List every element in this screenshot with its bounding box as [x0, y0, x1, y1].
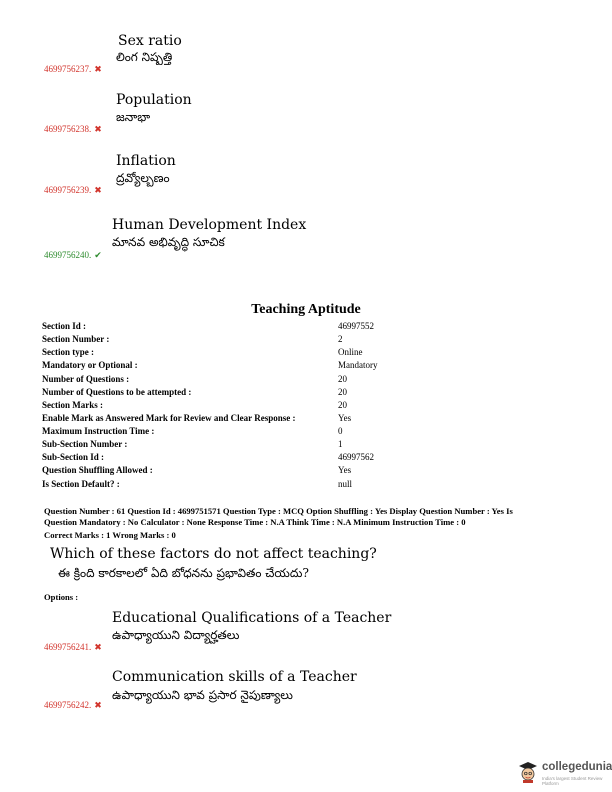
wrong-mark-icon: ✖ [94, 700, 102, 710]
info-label: Number of Questions to be attempted : [42, 387, 192, 397]
option-text-en: Sex ratio [118, 33, 182, 49]
info-label: Sub-Section Id : [42, 452, 105, 462]
info-value: 46997552 [338, 321, 374, 331]
option-text-te: జనాభా [116, 110, 151, 124]
option-text-te: లింగ నిష్పత్తి [116, 50, 173, 64]
logo-tagline: India's largest Student Review Platform [542, 776, 603, 786]
question-marks: Correct Marks : 1 Wrong Marks : 0 [44, 530, 176, 540]
info-label: Section Marks : [42, 400, 103, 410]
info-label: Section Number : [42, 334, 110, 344]
info-value: Yes [338, 465, 352, 475]
option-id: 4699756239. ✖ [44, 185, 102, 195]
info-label: Mandatory or Optional : [42, 360, 138, 370]
option-text-en: Educational Qualifications of a Teacher [112, 610, 392, 626]
question-text-en: Which of these factors do not affect teaching? [50, 546, 377, 562]
info-label: Section Id : [42, 321, 87, 331]
logo-wordmark: collegedunia [542, 761, 612, 773]
info-value: Yes [338, 413, 352, 423]
option-id: 4699756238. ✖ [44, 124, 102, 134]
info-value: Online [338, 347, 363, 357]
question-meta-line-2: Question Mandatory : No Calculator : None Response Time : N.A Think Time : N.A Minimum Instruction Time : 0 [44, 517, 466, 527]
option-text-te: ఉపాధ్యాయుని భావ ప్రసార నైపుణ్యాలు [112, 688, 293, 702]
question-meta-line-1: Question Number : 61 Question Id : 4699751571 Question Type : MCQ Option Shuffling : Yes Display Question Number : Yes Is [44, 506, 513, 516]
info-value: 1 [338, 439, 343, 449]
info-label: Question Shuffling Allowed : [42, 465, 153, 475]
info-value: 20 [338, 387, 347, 397]
option-text-en: Population [116, 92, 192, 108]
section-title: Teaching Aptitude [251, 302, 361, 317]
info-value: null [338, 479, 353, 489]
option-id: 4699756237. ✖ [44, 64, 102, 74]
option-id: 4699756240. ✔ [44, 250, 102, 260]
info-label: Is Section Default? : [42, 479, 120, 489]
option-text-en: Communication skills of a Teacher [112, 669, 357, 685]
info-value: Mandatory [338, 360, 378, 370]
wrong-mark-icon: ✖ [94, 124, 102, 134]
info-value: 46997562 [338, 452, 374, 462]
wrong-mark-icon: ✖ [94, 185, 102, 195]
info-label: Number of Questions : [42, 374, 130, 384]
option-text-te: ద్రవ్యోల్బణం [116, 171, 170, 185]
options-label: Options : [44, 592, 79, 602]
info-value: 2 [338, 334, 343, 344]
option-text-te: ఉపాధ్యాయుని విద్యార్హతలు [112, 628, 240, 642]
wrong-mark-icon: ✖ [94, 64, 102, 74]
wrong-mark-icon: ✖ [94, 642, 102, 652]
collegedunia-logo [518, 758, 612, 788]
option-text-en: Human Development Index [112, 217, 307, 233]
info-label: Maximum Instruction Time : [42, 426, 155, 436]
question-text-te: ఈ క్రింది కారకాలలో ఏది బోధనను ప్రభావితం చేయదు? [58, 566, 309, 580]
info-value: 0 [338, 426, 343, 436]
info-value: 20 [338, 374, 347, 384]
option-id: 4699756241. ✖ [44, 642, 102, 652]
option-text-te: మానవ అభివృద్ధి సూచిక [112, 235, 225, 249]
check-mark-icon: ✔ [94, 250, 102, 260]
option-text-en: Inflation [116, 153, 176, 169]
info-value: 20 [338, 400, 347, 410]
info-label: Sub-Section Number : [42, 439, 128, 449]
graduate-mascot-icon [518, 761, 538, 783]
info-label: Enable Mark as Answered Mark for Review and Clear Response : [42, 413, 296, 423]
info-label: Section type : [42, 347, 94, 357]
option-id: 4699756242. ✖ [44, 700, 102, 710]
